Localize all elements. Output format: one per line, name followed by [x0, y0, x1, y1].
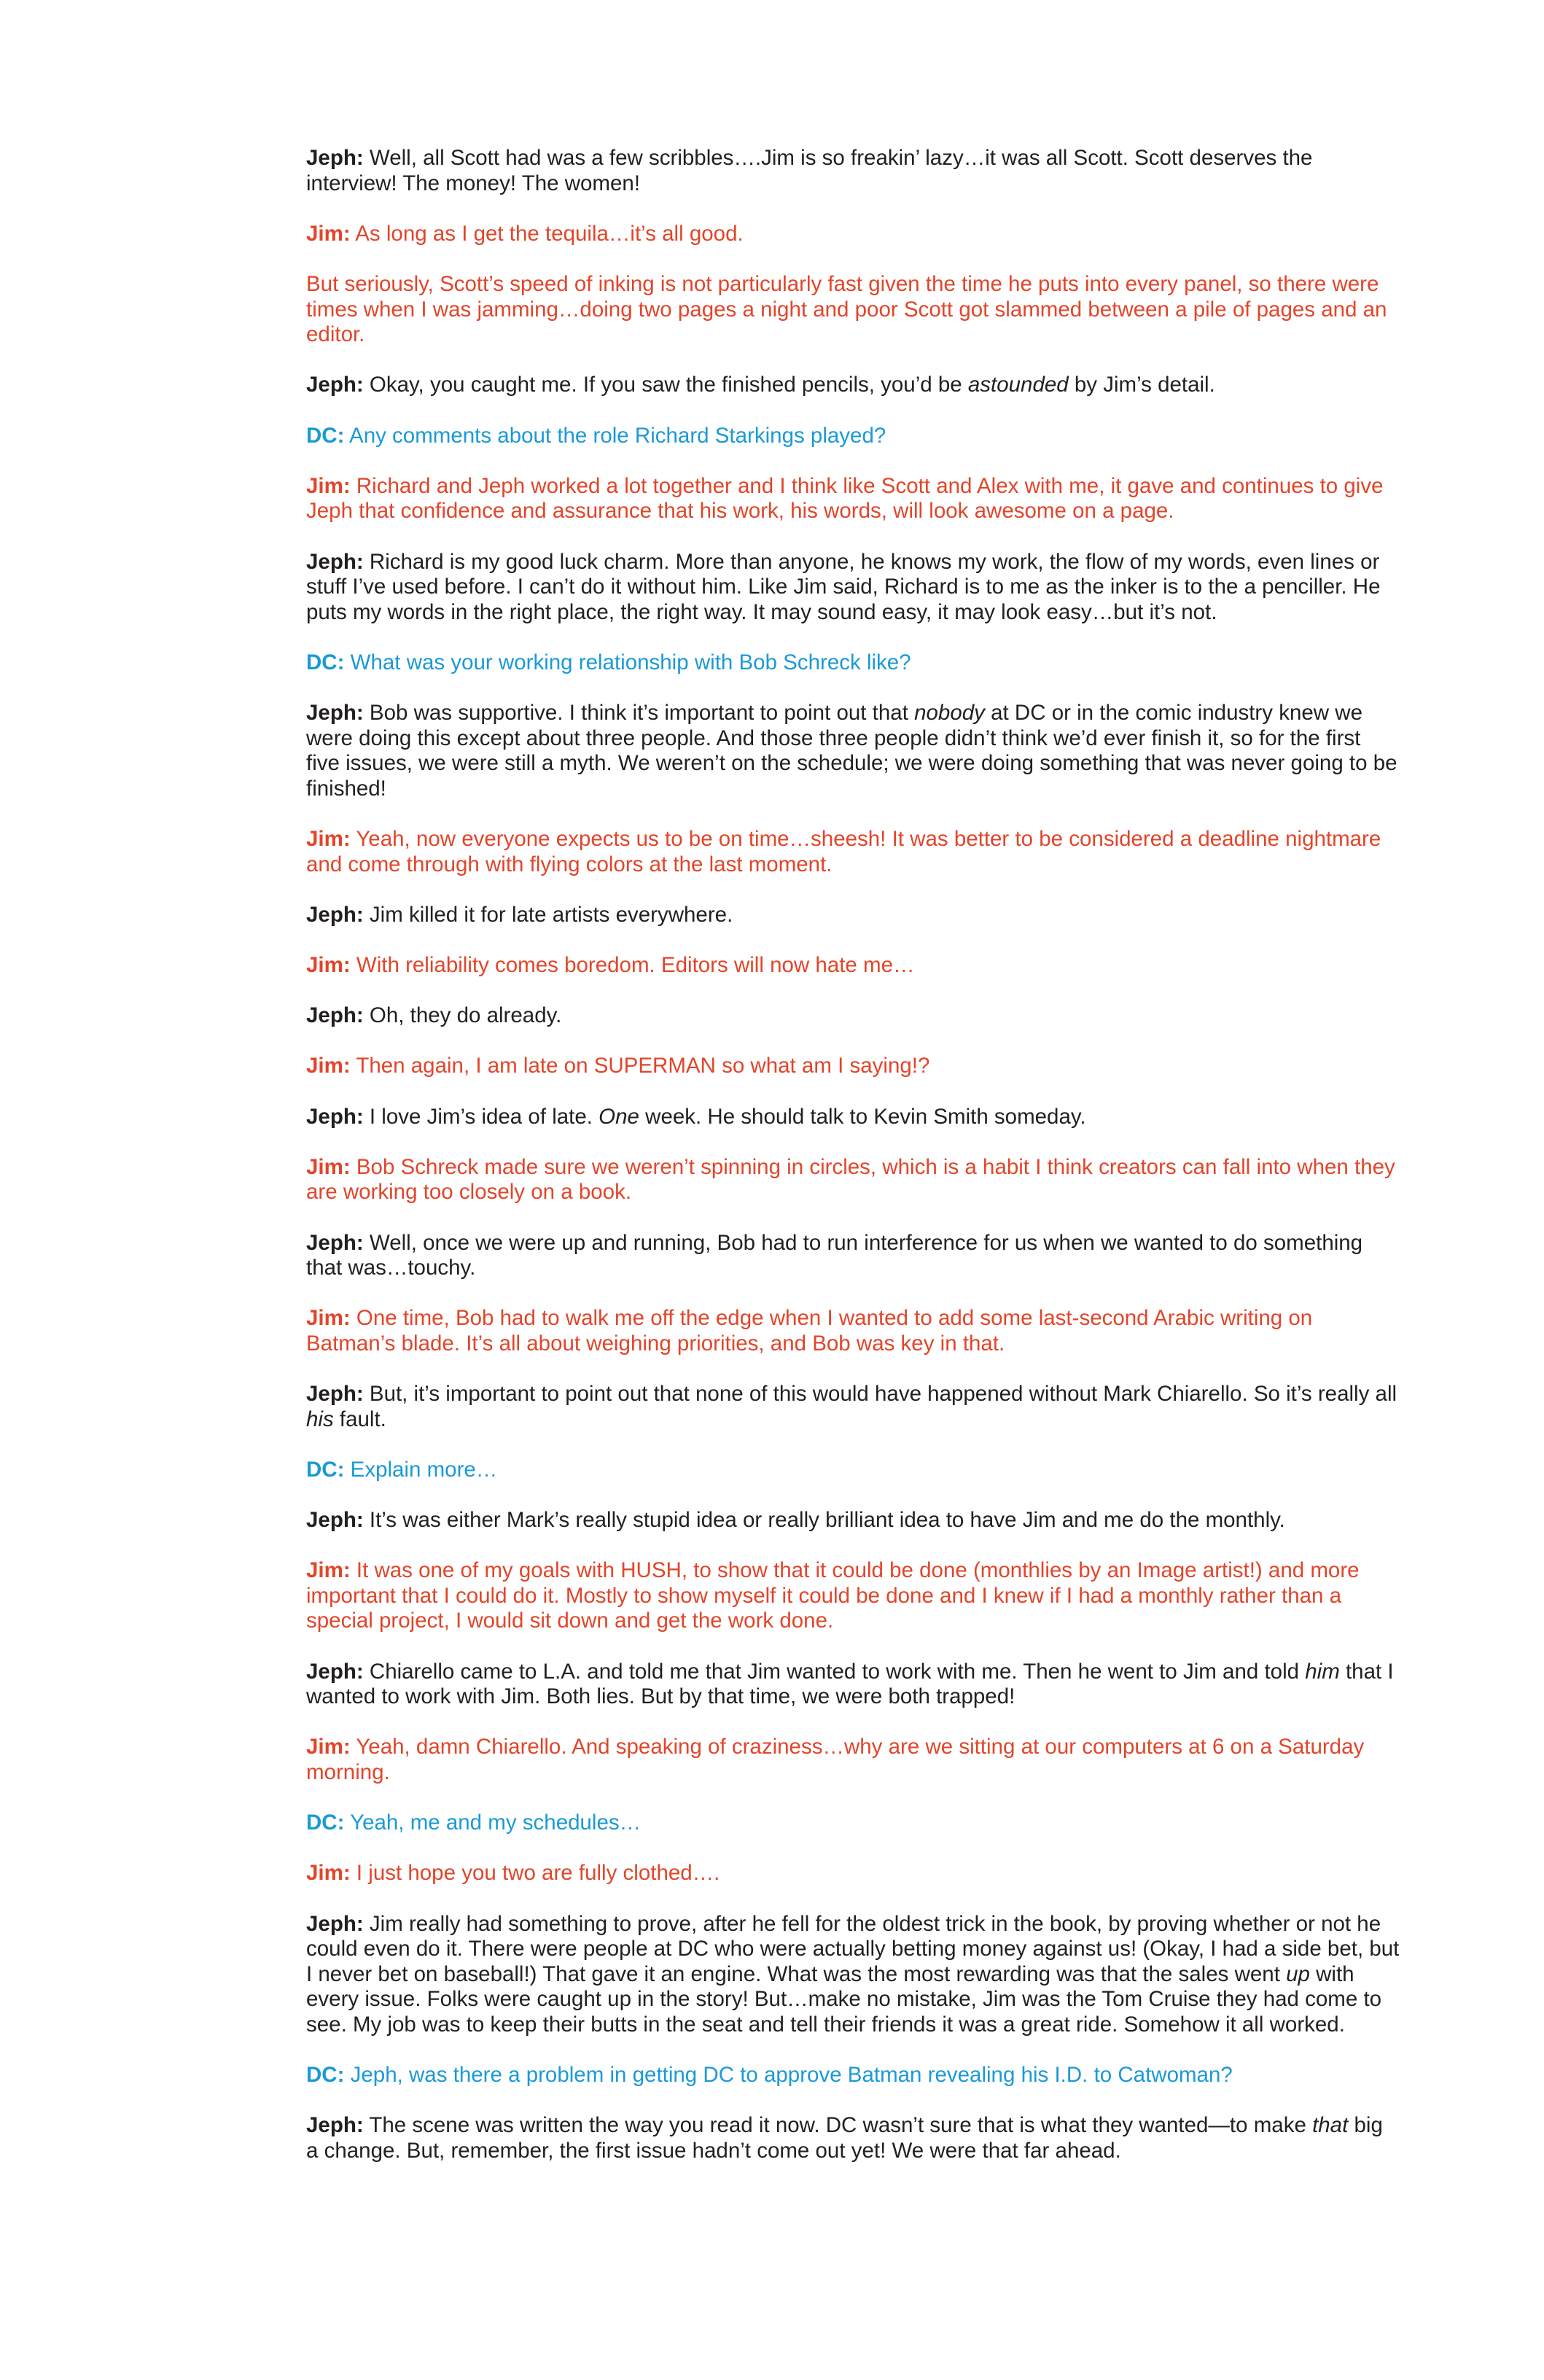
transcript-paragraph: [306, 1458, 1400, 1483]
speaker-label: Jim:: [306, 473, 351, 498]
paragraph-text: Well, once we were up and running, Bob had to run interference for us when we wanted to do something that was…touchy.: [306, 1230, 1363, 1280]
paragraph-text: Then again, I am late on SUPERMAN so what am I saying!?: [356, 1054, 930, 1078]
speaker-label: Jim:: [306, 1054, 351, 1078]
speaker-label: Jeph:: [306, 1230, 364, 1255]
paragraph-text: Bob Schreck made sure we weren’t spinning in circles, which is a habit I think creators can fall into when they are working too closely on a book.: [306, 1154, 1395, 1205]
transcript-paragraph: [306, 272, 1400, 348]
speaker-label: Jim:: [306, 1735, 351, 1759]
speaker-label: Jeph:: [306, 2113, 364, 2138]
transcript-paragraph: [306, 474, 1400, 524]
transcript-paragraph: [306, 2063, 1400, 2088]
transcript-paragraph: [306, 827, 1400, 877]
emphasized-text: that: [1312, 2113, 1349, 2138]
transcript-paragraph: [306, 1558, 1400, 1634]
paragraph-text: Okay, you caught me. If you saw the finished pencils, you’d be: [369, 373, 968, 397]
transcript-paragraph: [306, 953, 1400, 979]
speaker-label: Jeph:: [306, 1508, 364, 1533]
paragraph-text: Oh, they do already.: [369, 1003, 562, 1028]
emphasized-text: astounded: [967, 373, 1069, 397]
transcript-paragraph: [306, 1003, 1400, 1029]
speaker-label: Jeph:: [306, 1003, 364, 1028]
speaker-label: DC:: [306, 650, 345, 674]
transcript-paragraph: [306, 146, 1400, 196]
speaker-label: Jim:: [306, 221, 351, 246]
paragraph-text: Jim really had something to prove, after he fell for the oldest trick in the book, by proving whether or not he could even do it. There were people at DC who were actually betting money against us! (Okay, I had a side bet, but I never bet on baseball!) That gave it an engine. What was the most rewarding was that the sales went: [306, 1911, 1400, 1986]
emphasized-text: up: [1286, 1961, 1310, 1986]
paragraph-text: at DC or in the comic industry knew we were doing this except about three people. And those three people didn’t think we’d ever finish it, so for the first five issues, we were still a myth. We weren’t on the schedule; we were doing something that was never going to be finished!: [306, 701, 1397, 801]
speaker-label: Jeph:: [306, 373, 364, 397]
transcript-paragraph: [306, 222, 1400, 247]
paragraph-text: Jim killed it for late artists everywhere.: [369, 902, 733, 927]
paragraph-text: Any comments about the role Richard Starkings played?: [349, 423, 886, 448]
transcript-paragraph: [306, 373, 1400, 398]
paragraph-text: Explain more…: [350, 1457, 498, 1482]
paragraph-text: that I wanted to work with Jim. Both lies. But by that time, we were both trapped!: [306, 1659, 1394, 1709]
transcript-paragraph: [306, 1912, 1400, 2038]
speaker-label: Jim:: [306, 953, 351, 977]
speaker-label: Jeph:: [306, 146, 364, 170]
emphasized-text: nobody: [914, 701, 985, 726]
emphasized-text: his: [306, 1407, 334, 1431]
paragraph-text: But, it’s important to point out that none of this would have happened without Mark Chiarello. So it’s really all: [369, 1382, 1397, 1407]
paragraph-text: I just hope you two are fully clothed….: [356, 1861, 720, 1886]
speaker-label: DC:: [306, 1811, 345, 1835]
transcript-paragraph: [306, 1231, 1400, 1281]
emphasized-text: him: [1305, 1659, 1340, 1684]
speaker-label: DC:: [306, 423, 345, 448]
transcript-paragraph: [306, 903, 1400, 928]
transcript-paragraph: [306, 2113, 1400, 2163]
paragraph-text: with every issue. Folks were caught up in the story! But…make no mistake, Jim was the Tom Cruise they had come to see. My job was to keep their butts in the seat and tell their friends it was a great ride. Somehow it all worked.: [306, 1961, 1382, 2037]
speaker-label: Jeph:: [306, 902, 364, 927]
transcript-paragraph: [306, 1811, 1400, 1836]
paragraph-text: week. He should talk to Kevin Smith someday.: [639, 1104, 1086, 1129]
speaker-label: Jim:: [306, 1861, 351, 1886]
transcript-paragraph: [306, 1155, 1400, 1205]
paragraph-text: Richard and Jeph worked a lot together and I think like Scott and Alex with me, it gave and continues to give Jeph that confidence and assurance that his work, his words, will look awesome on a page.: [306, 473, 1384, 524]
paragraph-text: As long as I get the tequila…it’s all good.: [355, 221, 744, 246]
transcript-paragraph: [306, 424, 1400, 449]
speaker-label: Jeph:: [306, 1104, 364, 1129]
paragraph-text: One time, Bob had to walk me off the edge when I wanted to add some last-second Arabic writing on Batman’s blade. It’s all about weighing priorities, and Bob was key in that.: [306, 1306, 1313, 1356]
paragraph-text: Richard is my good luck charm. More than anyone, he knows my work, the flow of my words, even lines or stuff I’ve used before. I can’t do it without him. Like Jim said, Richard is to me as the inker is to the a penciller. He puts my words in the right place, the right way. It may sound easy, it may look easy…but it’s not.: [306, 549, 1381, 624]
paragraph-text: Jeph, was there a problem in getting DC to approve Batman revealing his I.D. to Catwoman?: [350, 2063, 1233, 2088]
transcript-paragraph: [306, 550, 1400, 626]
interview-transcript: [306, 146, 1400, 2189]
transcript-paragraph: [306, 1306, 1400, 1356]
speaker-label: Jeph:: [306, 1911, 364, 1936]
paragraph-text: I love Jim’s idea of late.: [369, 1104, 599, 1129]
paragraph-text: But seriously, Scott’s speed of inking is not particularly fast given the time he puts into every panel, so there were times when I was jamming…doing two pages a night and poor Scott got slammed between a pile of pages and an editor.: [306, 271, 1387, 347]
paragraph-text: Bob was supportive. I think it’s important to point out that: [369, 701, 915, 726]
speaker-label: DC:: [306, 1457, 345, 1482]
paragraph-text: fault.: [333, 1407, 386, 1431]
transcript-paragraph: [306, 1054, 1400, 1079]
paragraph-text: big a change. But, remember, the first issue hadn’t come out yet! We were that far ahead.: [306, 2113, 1383, 2163]
paragraph-text: Well, all Scott had was a few scribbles….Jim is so freakin’ lazy…it was all Scott. Scott deserves the interview! The money! The women!: [306, 146, 1313, 195]
paragraph-text: It’s was either Mark’s really stupid idea or really brilliant idea to have Jim and me do the monthly.: [369, 1508, 1285, 1533]
paragraph-text: Yeah, damn Chiarello. And speaking of craziness…why are we sitting at our computers at 6 on a Saturday morning.: [306, 1735, 1365, 1784]
transcript-paragraph: [306, 1861, 1400, 1886]
transcript-paragraph: [306, 701, 1400, 801]
transcript-paragraph: [306, 1105, 1400, 1130]
speaker-label: Jim:: [306, 827, 351, 852]
paragraph-text: by Jim’s detail.: [1068, 373, 1215, 397]
speaker-label: DC:: [306, 2063, 345, 2088]
speaker-label: Jeph:: [306, 549, 364, 574]
paragraph-text: It was one of my goals with HUSH, to show that it could be done (monthlies by an Image artist!) and more important that I could do it. Mostly to show myself it could be done and I knew if I had a monthly rather than a special project, I would sit down and get the work done.: [306, 1558, 1360, 1633]
speaker-label: Jeph:: [306, 701, 364, 726]
transcript-paragraph: [306, 1660, 1400, 1710]
speaker-label: Jeph:: [306, 1382, 364, 1407]
speaker-label: Jim:: [306, 1306, 351, 1331]
paragraph-text: Yeah, now everyone expects us to be on time…sheesh! It was better to be considered a deadline nightmare and come through with flying colors at the last moment.: [306, 827, 1381, 876]
paragraph-text: What was your working relationship with Bob Schreck like?: [350, 650, 911, 674]
transcript-paragraph: [306, 1382, 1400, 1432]
paragraph-text: With reliability comes boredom. Editors will now hate me…: [356, 953, 915, 977]
transcript-paragraph: [306, 1508, 1400, 1533]
paragraph-text: Chiarello came to L.A. and told me that Jim wanted to work with me. Then he went to Jim and told: [369, 1659, 1306, 1684]
paragraph-text: Yeah, me and my schedules…: [350, 1811, 642, 1835]
speaker-label: Jim:: [306, 1154, 351, 1179]
transcript-paragraph: [306, 650, 1400, 676]
transcript-paragraph: [306, 1735, 1400, 1785]
speaker-label: Jeph:: [306, 1659, 364, 1684]
paragraph-text: The scene was written the way you read it now. DC wasn’t sure that is what they wanted—to make: [369, 2113, 1313, 2138]
speaker-label: Jim:: [306, 1558, 351, 1583]
emphasized-text: One: [599, 1104, 639, 1129]
